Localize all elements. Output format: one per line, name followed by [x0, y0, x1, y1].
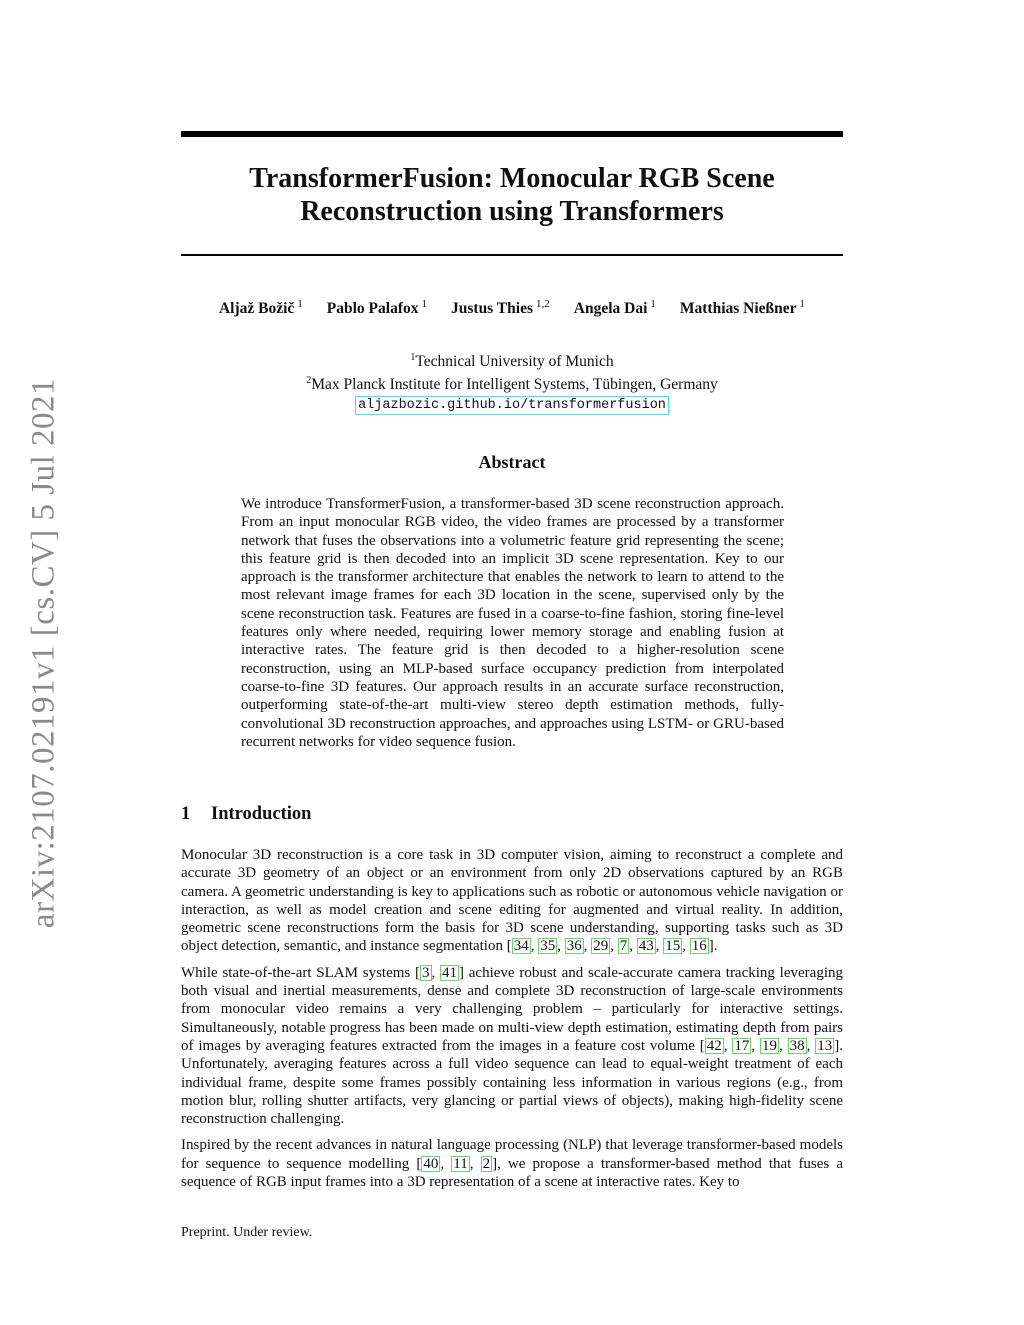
- paragraph: Monocular 3D reconstruction is a core task in 3D computer vision, aiming to reconstruct a complete and accurate 3D geometry of an object or an environment from only 2D observations captured by an RGB camera. A geometric understanding is key to applications such as robotic or autonomous vehicle navigation or interaction, as well as model creation and scene editing for augmented and virtual reality. In addition, geometric scene reconstructions form the basis for 3D scene understanding, supporting tasks such as 3D object detection, semantic, and instance segmentation [ 34 , 35 , 36 , 29 , 7 , 43 , 15 , 16 ].: [181, 847, 843, 955]
- author: [219, 298, 303, 318]
- author-name: Angela Dai: [573, 300, 648, 318]
- author-affil-mark: 1,2: [536, 298, 550, 310]
- affiliation-text: Technical University of Munich: [415, 353, 614, 371]
- paragraph-text: Monocular 3D reconstruction is a core task in 3D computer vision, aiming to reconstruct a complete and accurate 3D geometry of an object or an environment from only 2D observations captured by an RGB camera. A geometric understanding is key to applications such as robotic or autonomous vehicle navigation or interaction, as well as model creation and scene editing for augmented and virtual reality. In addition, geometric scene reconstructions form the basis for 3D scene understanding, supporting tasks such as 3D object detection, semantic, and instance segmentation [: [181, 847, 843, 955]
- affiliation-block: [181, 348, 843, 415]
- author-list: [181, 298, 843, 318]
- title-line-1: TransformerFusion: Monocular RGB Scene: [249, 163, 775, 194]
- citation-link[interactable]: 17: [734, 1037, 750, 1054]
- paragraph: Inspired by the recent advances in natural language processing (NLP) that leverage transformer-based models for sequence to sequence modelling [ 40 , 11 , 2 ], we propose a transformer-based method that fuses a sequence of RGB input frames into a 3D representation of a scene at interactive rates. Key to: [181, 1137, 844, 1191]
- paragraph-text: ].: [708, 938, 718, 955]
- citation-link[interactable]: 15: [665, 938, 681, 955]
- introduction-body: [181, 846, 843, 1199]
- title-bottom-rule: [181, 254, 843, 256]
- author-affil-mark: 1: [650, 298, 656, 310]
- affiliation: [181, 348, 843, 371]
- author-name: Matthias Nießner: [679, 300, 797, 318]
- paragraph-text: Inspired by the recent advances in natural language processing (NLP) that leverage transformer-based models for sequence to sequence modelling [: [181, 1137, 843, 1172]
- paragraph-text: ] achieve robust and scale-accurate camera tracking leveraging both visual and inertial measurements, dense and complete 3D reconstruction of large-scale environments from monocular video remains a very challenging problem – particularly for interactive settings. Simultaneously, notable progress has been made on multi-view depth estimation, estimating depth from pairs of images by averaging features extracted from the images in a feature cost volume [: [181, 964, 843, 1054]
- citation-link[interactable]: 29: [593, 938, 609, 955]
- citation-link[interactable]: 3: [422, 964, 430, 981]
- affiliation-mark: 1: [410, 352, 416, 363]
- citation-link[interactable]: 16: [691, 938, 707, 955]
- section-title: Introduction: [211, 804, 312, 824]
- arxiv-sidebar-stamp: [20, 375, 68, 930]
- citation-link[interactable]: 43: [638, 938, 654, 955]
- abstract-text: We introduce TransformerFusion, a transformer-based 3D scene reconstruction approach. From an input monocular RGB video, the video frames are processed by a transformer network that fuses the observations into a volumetric feature grid representing the scene; this feature grid is then decoded into an implicit 3D scene representation. Key to our approach is the transformer architecture that enables the network to learn to attend to the most relevant image frames for each 3D location in the scene, supervised only by the scene reconstruction task. Features are fused in a coarse-to-fine fashion, storing fine-level features only where needed, requiring lower memory storage and enabling fusion at interactive rates. The feature grid is then decoded to a higher-resolution scene reconstruction, using an MLP-based surface occupancy prediction from interpolated coarse-to-fine 3D features. Our approach results in an accurate surface reconstruction, outperforming state-of-the-art multi-view stereo depth estimation methods, fully-convolutional 3D reconstruction approaches, and approaches using LSTM- or GRU-based recurrent networks for video sequence fusion.: [241, 496, 784, 750]
- author-name: Justus Thies: [451, 300, 533, 318]
- author: [574, 298, 656, 318]
- paper-title: [181, 162, 843, 228]
- affiliation-text: Max Planck Institute for Intelligent Systems, Tübingen, Germany: [311, 376, 718, 394]
- section-number: 1: [181, 804, 191, 824]
- citation-link[interactable]: 42: [706, 1037, 722, 1054]
- author: [327, 298, 427, 318]
- paragraph-text: While state-of-the-art SLAM systems [: [181, 964, 420, 981]
- project-url-link[interactable]: aljazbozic.github.io/transformerfusion: [355, 396, 669, 415]
- section-heading-introduction: [181, 804, 843, 825]
- citation-link[interactable]: 13: [817, 1037, 833, 1054]
- citation-link[interactable]: 7: [619, 938, 628, 955]
- citation-link[interactable]: 34: [513, 938, 529, 955]
- author: [680, 298, 805, 318]
- citation-link[interactable]: 11: [453, 1155, 468, 1172]
- citation-link[interactable]: 41: [442, 964, 458, 981]
- citation-link[interactable]: 35: [540, 938, 556, 955]
- paragraph: While state-of-the-art SLAM systems [ 3 , 41 ] achieve robust and scale-accurate camera tracking leveraging both visual and inertial measurements, dense and complete 3D reconstruction of large-scale environments from monocular video remains a very challenging problem – particularly for interactive settings. Simultaneously, notable progress has been made on multi-view depth estimation, estimating depth from pairs of images by averaging features extracted from the images in a feature cost volume [ 42 , 17 , 19 , 38 , 13 ]. Unfortunately, averaging features across a full video sequence can lead to equal-weight treatment of each individual frame, despite some frames possibly containing less information in various regions (e.g., from motion blur, rolling shutter artifacts, very glancing or partial views of objects), making high-fidelity scene reconstruction challenging.: [181, 964, 844, 1128]
- arxiv-stamp-text: arXiv:2107.02191v1 [cs.CV] 5 Jul 2021: [25, 377, 62, 928]
- citation-link[interactable]: 36: [566, 938, 582, 955]
- affiliation-mark: 2: [306, 375, 312, 387]
- title-top-rule: [181, 131, 843, 137]
- paragraph-text: ]. Unfortunately, averaging features across a full video sequence can lead to equal-weight treatment of each individual frame, despite some frames possibly containing less information in various regions (e.g., from motion blur, rolling shutter artifacts, very glancing or partial views of objects), making high-fidelity scene reconstruction challenging.: [181, 1037, 844, 1128]
- author-affil-mark: 1: [297, 298, 303, 310]
- author: [451, 298, 550, 318]
- abstract-heading: Abstract: [478, 452, 546, 472]
- author-name: Aljaž Božič: [218, 300, 295, 318]
- preprint-footer: Preprint. Under review.: [181, 1225, 313, 1240]
- citation-link[interactable]: 2: [482, 1155, 491, 1172]
- author-affil-mark: 1: [421, 298, 427, 310]
- citation-link[interactable]: 40: [423, 1155, 439, 1172]
- citation-link[interactable]: 38: [789, 1037, 805, 1054]
- author-affil-mark: 1: [799, 298, 806, 310]
- title-line-2: Reconstruction using Transformers: [300, 196, 724, 227]
- paragraph-text: ], we propose a transformer-based method that fuses a sequence of RGB input frames into a 3D representation of a scene at interactive rates. Key to: [181, 1155, 844, 1191]
- citation-link[interactable]: 19: [762, 1037, 778, 1054]
- author-name: Pablo Palafox: [326, 300, 419, 318]
- affiliation: [181, 371, 843, 394]
